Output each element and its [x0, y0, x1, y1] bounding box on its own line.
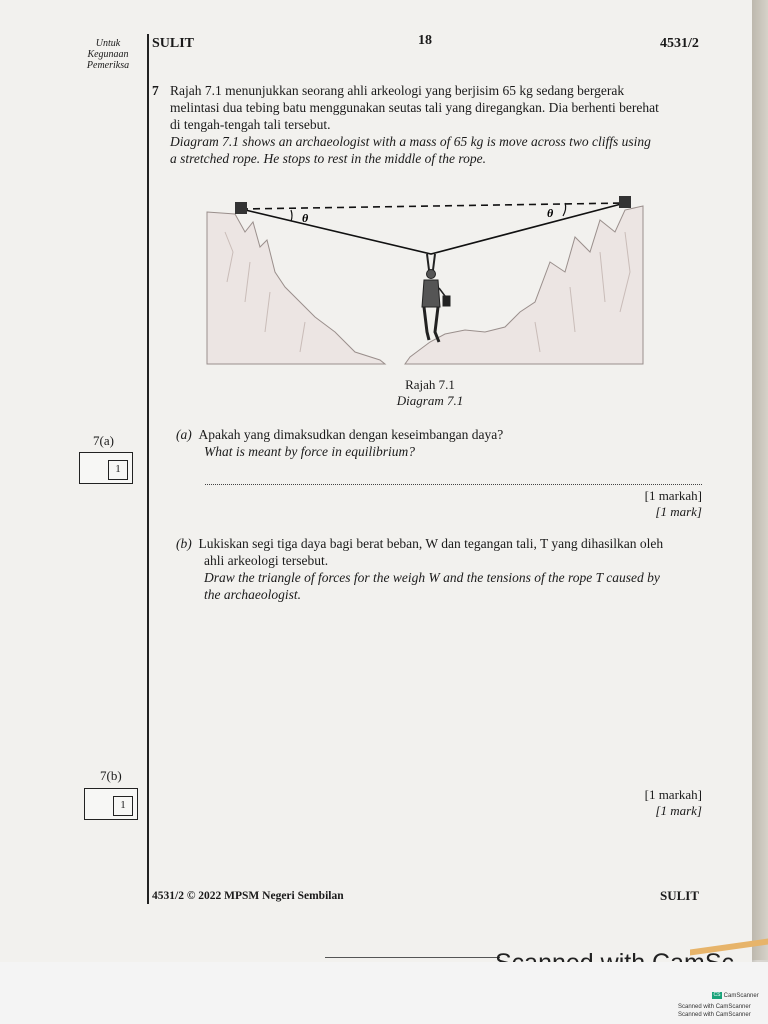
- part-b-text-en-2: the archaeologist.: [204, 587, 301, 602]
- page-edge-shadow: [752, 0, 768, 960]
- scanner-logo-text: CamScanner: [723, 993, 759, 1000]
- part-a-margin-label: 7(a): [93, 433, 114, 448]
- part-b-margin-label: 7(b): [100, 768, 122, 783]
- scanner-footer-band: [0, 962, 768, 1024]
- part-a-label: (a): [176, 427, 192, 442]
- part-b-answer-area[interactable]: [200, 605, 700, 780]
- diagram-7-1: [205, 192, 645, 372]
- part-b-marks: [560, 787, 702, 819]
- footer-copyright: [152, 890, 344, 902]
- part-b-mark-box: [84, 788, 138, 820]
- scanner-line-2: Scanned with CamScanner: [678, 1012, 751, 1018]
- page-number: 18: [418, 33, 432, 48]
- left-angle-label: θ: [302, 211, 309, 225]
- caption-en: Diagram 7.1: [396, 393, 464, 408]
- margin-note-line-3: Pemeriksa: [86, 60, 130, 71]
- part-b-text-ms-2: ahli arkeologi tersebut.: [204, 553, 329, 568]
- part-a-marks-ms: [1 markah]: [644, 488, 702, 503]
- part-a-mark-value: 1: [108, 460, 128, 480]
- part-a-question: [176, 426, 503, 460]
- footer-confidential: SULIT: [660, 888, 700, 903]
- question-intro: [170, 82, 710, 167]
- intro-en-line-2: a stretched rope. He stops to rest in the middle of the rope.: [170, 151, 486, 166]
- part-b-question: [176, 535, 711, 603]
- reference-dashed-line: [241, 203, 625, 209]
- footer-left: 4531/2 © 2022 MPSM Negeri Sembilan: [152, 890, 344, 902]
- margin-divider: [147, 34, 149, 904]
- intro-en-line-1: Diagram 7.1 shows an archaeologist with a mass of 65 kg is move across two cliffs using: [170, 134, 651, 149]
- part-a-marks: [560, 488, 702, 520]
- examiner-margin-note: [78, 38, 138, 71]
- scanner-logo: [712, 992, 759, 999]
- part-a-text-en: What is meant by force in equilibrium?: [204, 444, 415, 459]
- left-cliff: [207, 212, 385, 364]
- intro-ms-line-2: melintasi dua tebing batu menggunakan seutas tali yang diregangkan. Dia berhenti berehat: [170, 100, 659, 115]
- right-angle-arc: [563, 203, 566, 216]
- margin-note-line-1: Untuk: [95, 38, 121, 49]
- archaeologist-figure: [422, 254, 450, 342]
- part-b-text-en-1: Draw the triangle of forces for the weigh W and the tensions of the rope T caused by: [204, 570, 660, 585]
- left-anchor: [235, 202, 247, 214]
- right-angle-label: θ: [547, 206, 554, 220]
- part-b-text-ms-1: Lukiskan segi tiga daya bagi berat beban, W dan tegangan tali, T yang dihasilkan oleh: [198, 536, 664, 551]
- question-number: 7: [152, 83, 159, 98]
- part-a-text-ms: Apakah yang dimaksudkan dengan keseimbangan daya?: [198, 427, 504, 442]
- part-a-answer-line[interactable]: [205, 484, 702, 485]
- caption-ms: Rajah 7.1: [405, 377, 455, 392]
- intro-ms-line-3: di tengah-tengah tali tersebut.: [170, 117, 331, 132]
- intro-ms-line-1: Rajah 7.1 menunjukkan seorang ahli arkeologi yang berjisim 65 kg sedang bergerak: [170, 83, 625, 98]
- diagram-caption: [395, 377, 465, 409]
- right-anchor: [619, 196, 631, 208]
- part-a-marks-en: [1 mark]: [655, 504, 702, 519]
- margin-note-line-2: Kegunaan: [87, 49, 129, 60]
- part-b-marks-ms: [1 markah]: [644, 787, 702, 802]
- paper-code: 4531/2: [660, 36, 699, 51]
- left-angle-arc: [291, 210, 292, 221]
- scanner-line-1: Scanned with CamScanner: [678, 1004, 751, 1010]
- header-confidential: SULIT: [152, 36, 195, 51]
- part-a-mark-box: [79, 452, 133, 484]
- part-b-marks-en: [1 mark]: [655, 803, 702, 818]
- rope: [241, 203, 625, 254]
- camscanner-icon: CS: [713, 992, 721, 998]
- bottom-divider: [325, 957, 500, 958]
- part-b-mark-value: 1: [113, 796, 133, 816]
- part-b-label: (b): [176, 536, 192, 551]
